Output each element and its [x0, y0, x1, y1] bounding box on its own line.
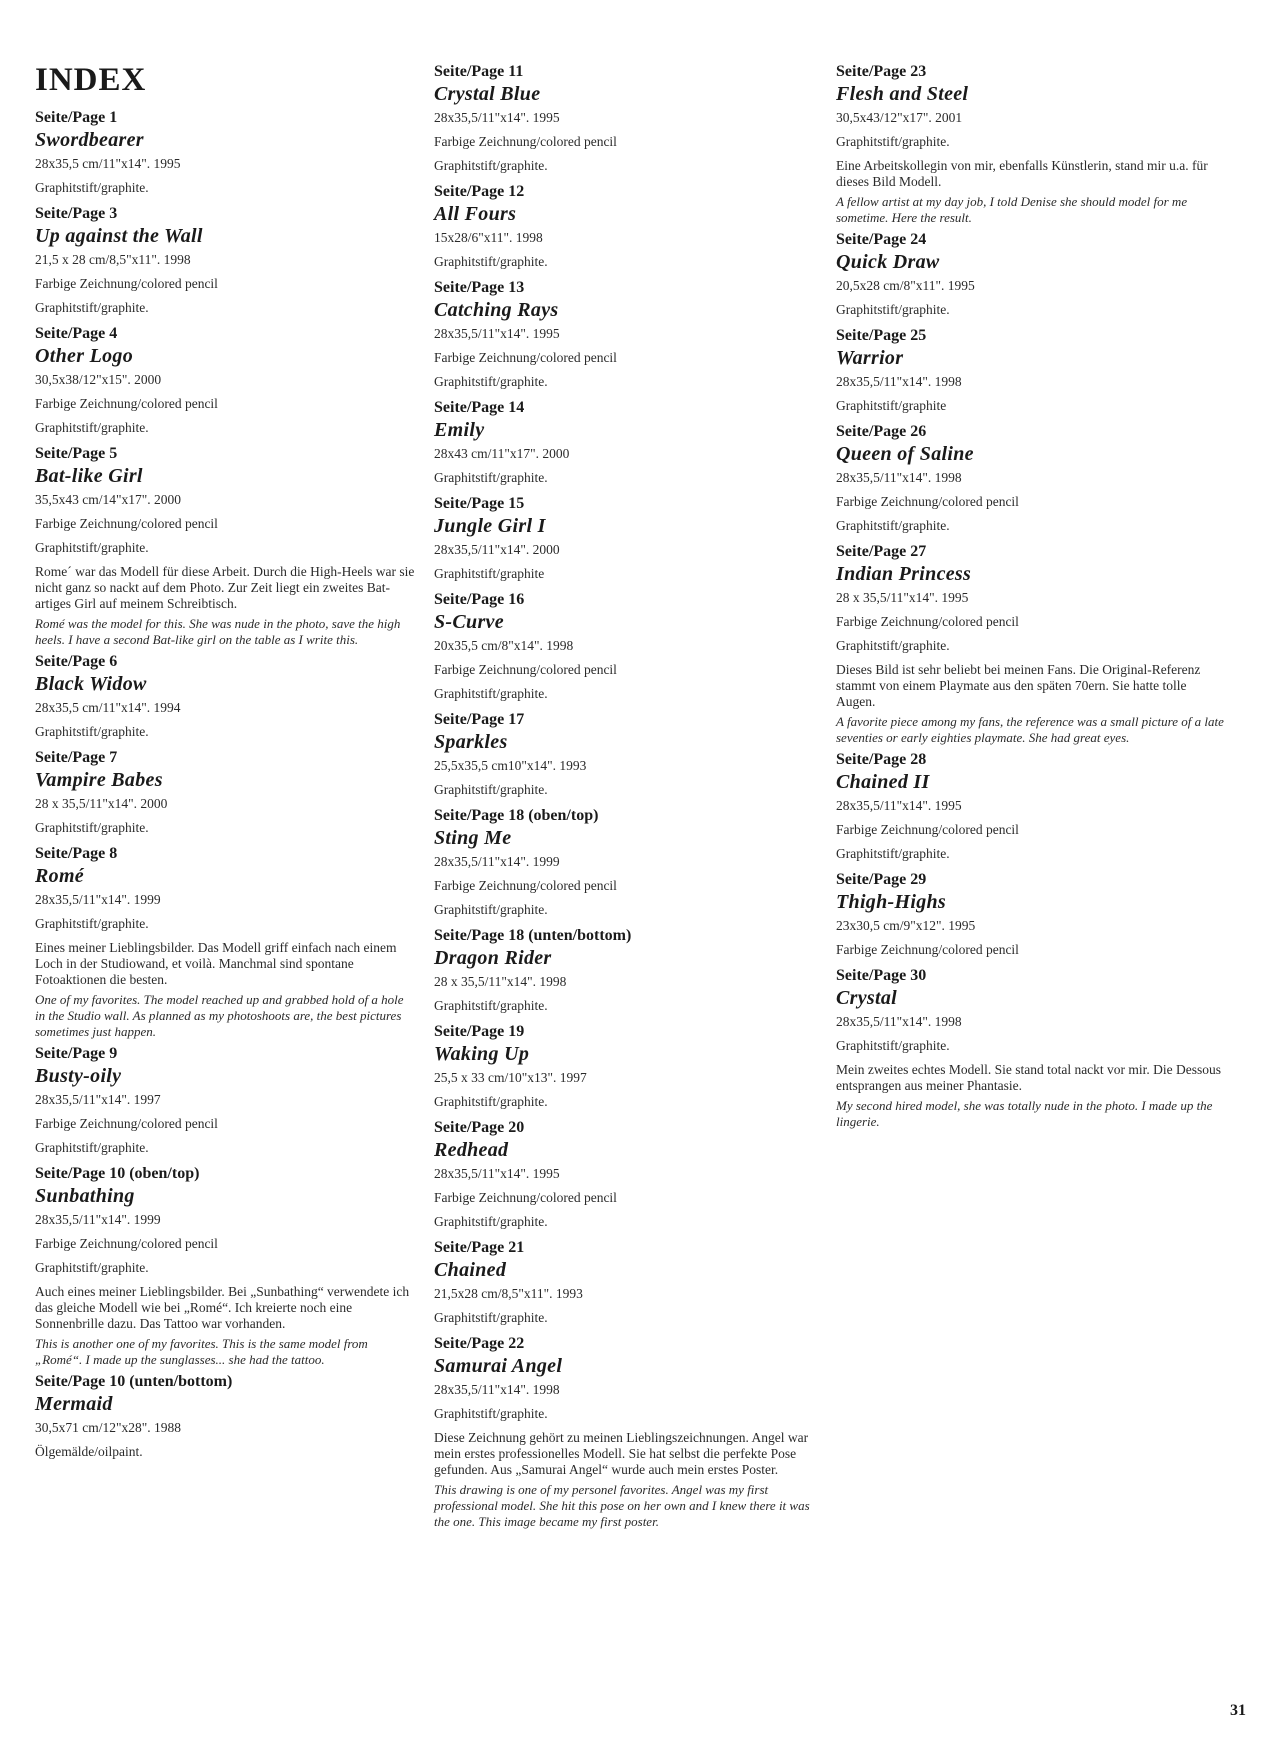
entry-title: Queen of Saline: [836, 443, 974, 465]
entry-dimensions: 28x35,5/11"x14". 1995: [836, 798, 962, 813]
entry-page-ref: Seite/Page 16: [434, 591, 525, 608]
index-entry: [434, 926, 814, 1018]
entry-page-ref: Seite/Page 22: [434, 1335, 525, 1352]
entry-title: Samurai Angel: [434, 1355, 563, 1377]
entry-title: Black Widow: [35, 673, 147, 695]
entry-note-german: Eine Arbeitskollegin von mir, ebenfalls Künstlerin, stand mir u.a. für dieses Bild Modell.: [836, 158, 1208, 189]
entry-medium: Graphitstift/graphite.: [836, 302, 950, 317]
entry-dimensions: 28x35,5/11"x14". 1999: [35, 892, 161, 907]
entry-dimensions: 28x35,5/11"x14". 1998: [836, 374, 962, 389]
index-column-2: [434, 62, 814, 1534]
entry-dimensions: 15x28/6"x11". 1998: [434, 230, 543, 245]
entry-page-ref: Seite/Page 7: [35, 749, 118, 766]
entry-medium: Graphitstift/graphite.: [434, 158, 548, 173]
entry-dimensions: 28x35,5 cm/11"x14". 1995: [35, 156, 181, 171]
index-entry: [35, 652, 415, 744]
entry-medium: Graphitstift/graphite.: [434, 1310, 548, 1325]
index-entry: [836, 422, 1226, 538]
entry-medium: Graphitstift/graphite.: [35, 300, 149, 315]
entry-dimensions: 28x35,5/11"x14". 1995: [434, 1166, 560, 1181]
entry-page-ref: Seite/Page 30: [836, 967, 927, 984]
entry-page-ref: Seite/Page 29: [836, 871, 927, 888]
entry-title: Sparkles: [434, 731, 508, 753]
index-entry: [434, 494, 814, 586]
entry-title: Mermaid: [35, 1393, 113, 1415]
entry-note-english: This is another one of my favorites. This is the same model from „Romé“. I made up the sunglasses... she had the tattoo.: [35, 1336, 368, 1367]
entry-note-german: Rome´ war das Modell für diese Arbeit. Durch die High-Heels war sie nicht ganz so nackt auf dem Photo. Zur Zeit liegt ein zweites Bat-artiges Girl auf meinem Schreibtisch.: [35, 564, 415, 611]
entry-page-ref: Seite/Page 14: [434, 399, 525, 416]
entry-title: Redhead: [434, 1139, 509, 1161]
entry-title: Sunbathing: [35, 1185, 135, 1207]
index-entry: [836, 62, 1226, 226]
entry-medium: Graphitstift/graphite.: [35, 1260, 149, 1275]
entry-page-ref: Seite/Page 19: [434, 1023, 525, 1040]
entry-dimensions: 28x35,5/11"x14". 1995: [434, 326, 560, 341]
index-entry: [836, 542, 1226, 746]
entry-medium: Farbige Zeichnung/colored pencil: [35, 396, 218, 411]
entry-title: Sting Me: [434, 827, 512, 849]
index-entry: [35, 1164, 415, 1368]
entry-medium: Graphitstift/graphite.: [35, 540, 149, 555]
entry-title: Chained II: [836, 771, 930, 793]
entry-medium: Graphitstift/graphite.: [836, 846, 950, 861]
entry-page-ref: Seite/Page 5: [35, 445, 118, 462]
index-entry: [836, 870, 1226, 962]
entry-title: Crystal Blue: [434, 83, 541, 105]
entry-medium: Farbige Zeichnung/colored pencil: [836, 942, 1019, 957]
entry-medium: Graphitstift/graphite: [434, 566, 545, 581]
entry-medium: Ölgemälde/oilpaint.: [35, 1444, 143, 1459]
entry-title: Crystal: [836, 987, 897, 1009]
entry-medium: Graphitstift/graphite.: [836, 134, 950, 149]
entry-dimensions: 28x35,5/11"x14". 1997: [35, 1092, 161, 1107]
index-entry: [35, 844, 415, 1040]
entry-page-ref: Seite/Page 21: [434, 1239, 525, 1256]
entry-title: Catching Rays: [434, 299, 559, 321]
entry-medium: Graphitstift/graphite.: [35, 724, 149, 739]
entry-page-ref: Seite/Page 25: [836, 327, 927, 344]
index-entry: [35, 444, 415, 648]
entry-medium: Graphitstift/graphite.: [836, 518, 950, 533]
entry-title: Thigh-Highs: [836, 891, 946, 913]
entry-medium: Graphitstift/graphite: [836, 398, 947, 413]
entry-page-ref: Seite/Page 18 (oben/top): [434, 807, 599, 824]
entry-dimensions: 30,5x71 cm/12"x28". 1988: [35, 1420, 182, 1435]
entry-dimensions: 28x35,5/11"x14". 1995: [434, 110, 560, 125]
entry-title: Other Logo: [35, 345, 133, 367]
entry-medium: Graphitstift/graphite.: [434, 1406, 548, 1421]
entry-dimensions: 21,5x28 cm/8,5"x11". 1993: [434, 1286, 583, 1301]
entry-dimensions: 28 x 35,5/11"x14". 1998: [434, 974, 567, 989]
entry-medium: Farbige Zeichnung/colored pencil: [434, 134, 617, 149]
index-entry: [836, 230, 1226, 322]
entry-medium: Graphitstift/graphite.: [836, 1038, 950, 1053]
index-entry: [434, 1022, 814, 1114]
entry-page-ref: Seite/Page 9: [35, 1045, 118, 1062]
entry-page-ref: Seite/Page 10 (oben/top): [35, 1165, 200, 1182]
entry-note-english: A favorite piece among my fans, the reference was a small picture of a late seventies or early eighties playmate. She had great eyes.: [836, 714, 1224, 745]
entry-medium: Farbige Zeichnung/colored pencil: [836, 614, 1019, 629]
entry-dimensions: 28 x 35,5/11"x14". 1995: [836, 590, 969, 605]
entry-medium: Farbige Zeichnung/colored pencil: [35, 276, 218, 291]
index-entry: [434, 62, 814, 178]
entry-medium: Graphitstift/graphite.: [434, 470, 548, 485]
entry-note-german: Eines meiner Lieblingsbilder. Das Modell griff einfach nach einem Loch in der Studiowand, et voilà. Manchmal sind spontane Fotoaktionen die besten.: [35, 940, 397, 987]
entry-note-english: A fellow artist at my day job, I told Denise she should model for me sometime. Here the result.: [836, 194, 1188, 225]
entry-title: Indian Princess: [836, 563, 972, 585]
entry-note-english: This drawing is one of my personel favorites. Angel was my first professional model. She hit this pose on her own and I knew there it was the one. This image became my first poster.: [434, 1482, 810, 1529]
entry-title: Quick Draw: [836, 251, 940, 273]
entry-dimensions: 21,5 x 28 cm/8,5"x11". 1998: [35, 252, 191, 267]
index-entry: [836, 966, 1226, 1130]
index-entry: [434, 182, 814, 274]
entry-dimensions: 25,5 x 33 cm/10"x13". 1997: [434, 1070, 587, 1085]
entry-page-ref: Seite/Page 12: [434, 183, 525, 200]
entry-dimensions: 35,5x43 cm/14"x17". 2000: [35, 492, 182, 507]
entry-medium: Graphitstift/graphite.: [434, 782, 548, 797]
entry-medium: Farbige Zeichnung/colored pencil: [35, 516, 218, 531]
entry-title: S-Curve: [434, 611, 504, 633]
index-entry: [35, 204, 415, 320]
entry-title: Swordbearer: [35, 129, 144, 151]
index-entry: [434, 806, 814, 922]
index-entry: [434, 1118, 814, 1234]
entry-medium: Farbige Zeichnung/colored pencil: [35, 1116, 218, 1131]
entry-note-english: One of my favorites. The model reached up and grabbed hold of a hole in the Studio wall. As planned as my photoshoots are, the best pictures sometimes just happen.: [35, 992, 404, 1039]
entry-page-ref: Seite/Page 24: [836, 231, 927, 248]
entry-title: Up against the Wall: [35, 225, 203, 247]
entry-title: Emily: [434, 419, 485, 441]
index-column-1: [35, 62, 415, 1468]
entry-note-english: Romé was the model for this. She was nude in the photo, save the high heels. I have a second Bat-like girl on the table as I write this.: [35, 616, 401, 647]
entry-dimensions: 30,5x38/12"x15". 2000: [35, 372, 162, 387]
entry-page-ref: Seite/Page 23: [836, 63, 927, 80]
entry-title: Chained: [434, 1259, 507, 1281]
index-entry: [35, 324, 415, 440]
index-entry: [434, 1238, 814, 1330]
entry-medium: Graphitstift/graphite.: [434, 1214, 548, 1229]
entry-title: Dragon Rider: [434, 947, 552, 969]
entry-dimensions: 30,5x43/12"x17". 2001: [836, 110, 963, 125]
entry-medium: Farbige Zeichnung/colored pencil: [434, 350, 617, 365]
entry-medium: Farbige Zeichnung/colored pencil: [434, 662, 617, 677]
index-entry: [35, 1372, 415, 1464]
entry-medium: Graphitstift/graphite.: [434, 374, 548, 389]
entry-note-german: Mein zweites echtes Modell. Sie stand total nackt vor mir. Die Dessous entsprangen aus meiner Phantasie.: [836, 1062, 1222, 1093]
entry-medium: Graphitstift/graphite.: [836, 638, 950, 653]
entry-dimensions: 28x35,5/11"x14". 2000: [434, 542, 560, 557]
index-entry: [35, 108, 415, 200]
entry-page-ref: Seite/Page 17: [434, 711, 525, 728]
entry-page-ref: Seite/Page 18 (unten/bottom): [434, 927, 632, 944]
entry-page-ref: Seite/Page 15: [434, 495, 525, 512]
entry-medium: Graphitstift/graphite.: [35, 180, 149, 195]
entry-title: Bat-like Girl: [35, 465, 143, 487]
index-entry: [35, 748, 415, 840]
index-column-3: [836, 62, 1226, 1134]
entry-dimensions: 28x35,5/11"x14". 1998: [434, 1382, 560, 1397]
entry-title: Warrior: [836, 347, 904, 369]
entry-dimensions: 28x35,5 cm/11"x14". 1994: [35, 700, 181, 715]
entry-page-ref: Seite/Page 6: [35, 653, 118, 670]
entry-page-ref: Seite/Page 11: [434, 63, 524, 80]
entry-note-german: Auch eines meiner Lieblingsbilder. Bei „Sunbathing“ verwendete ich das gleiche Modell wie bei „Romé“. Ich kreierte noch eine Sonnenbrille dazu. Das Tattoo war vorhanden.: [35, 1284, 410, 1331]
entry-medium: Graphitstift/graphite.: [434, 902, 548, 917]
entry-medium: Farbige Zeichnung/colored pencil: [434, 1190, 617, 1205]
entry-dimensions: 28x35,5/11"x14". 1998: [836, 1014, 962, 1029]
entry-page-ref: Seite/Page 28: [836, 751, 927, 768]
entry-dimensions: 28x43 cm/11"x17". 2000: [434, 446, 570, 461]
index-entry: [434, 278, 814, 394]
entry-medium: Graphitstift/graphite.: [35, 916, 149, 931]
entry-page-ref: Seite/Page 3: [35, 205, 118, 222]
page-number: 31: [1230, 1702, 1246, 1719]
entry-medium: Graphitstift/graphite.: [434, 254, 548, 269]
entry-medium: Graphitstift/graphite.: [434, 998, 548, 1013]
entry-note-german: Diese Zeichnung gehört zu meinen Lieblingszeichnungen. Angel war mein erstes professionelles Modell. Sie hat selbst die perfekte Pose gefunden. Aus „Samurai Angel“ wurde auch mein erstes Poster.: [434, 1430, 809, 1477]
entry-page-ref: Seite/Page 26: [836, 423, 927, 440]
entry-title: Waking Up: [434, 1043, 530, 1065]
entry-medium: Farbige Zeichnung/colored pencil: [35, 1236, 218, 1251]
entry-dimensions: 28x35,5/11"x14". 1999: [434, 854, 560, 869]
entry-title: Romé: [35, 865, 84, 887]
entry-dimensions: 28 x 35,5/11"x14". 2000: [35, 796, 168, 811]
entry-title: Busty-oily: [35, 1065, 122, 1087]
entry-medium: Farbige Zeichnung/colored pencil: [434, 878, 617, 893]
entry-note-german: Dieses Bild ist sehr beliebt bei meinen Fans. Die Original-Referenz stammt von einem Playmate aus den späten 70ern. Sie hatte tolle Augen.: [836, 662, 1201, 709]
index-entry: [434, 1334, 814, 1530]
entry-page-ref: Seite/Page 10 (unten/bottom): [35, 1373, 233, 1390]
index-entry: [434, 590, 814, 706]
entry-medium: Graphitstift/graphite.: [35, 420, 149, 435]
entry-dimensions: 28x35,5/11"x14". 1999: [35, 1212, 161, 1227]
entry-title: All Fours: [434, 203, 517, 225]
index-entry: [434, 710, 814, 802]
entry-medium: Farbige Zeichnung/colored pencil: [836, 494, 1019, 509]
entry-dimensions: 23x30,5 cm/9"x12". 1995: [836, 918, 976, 933]
page-title: INDEX: [35, 62, 147, 98]
entry-page-ref: Seite/Page 4: [35, 325, 118, 342]
entry-page-ref: Seite/Page 13: [434, 279, 525, 296]
entry-medium: Graphitstift/graphite.: [35, 820, 149, 835]
entry-title: Jungle Girl I: [434, 515, 546, 537]
entry-dimensions: 20,5x28 cm/8"x11". 1995: [836, 278, 975, 293]
entry-title: Vampire Babes: [35, 769, 163, 791]
entry-page-ref: Seite/Page 8: [35, 845, 118, 862]
index-entry: [836, 326, 1226, 418]
entry-dimensions: 20x35,5 cm/8"x14". 1998: [434, 638, 574, 653]
entry-note-english: My second hired model, she was totally nude in the photo. I made up the lingerie.: [836, 1098, 1213, 1129]
entry-medium: Graphitstift/graphite.: [434, 1094, 548, 1109]
entry-page-ref: Seite/Page 1: [35, 109, 118, 126]
entry-medium: Graphitstift/graphite.: [434, 686, 548, 701]
entry-title: Flesh and Steel: [836, 83, 969, 105]
entry-page-ref: Seite/Page 27: [836, 543, 927, 560]
entry-dimensions: 25,5x35,5 cm10"x14". 1993: [434, 758, 587, 773]
entry-medium: Graphitstift/graphite.: [35, 1140, 149, 1155]
index-entry: [35, 1044, 415, 1160]
index-entry: [434, 398, 814, 490]
index-entry: [836, 750, 1226, 866]
entry-page-ref: Seite/Page 20: [434, 1119, 525, 1136]
entry-dimensions: 28x35,5/11"x14". 1998: [836, 470, 962, 485]
entry-medium: Farbige Zeichnung/colored pencil: [836, 822, 1019, 837]
